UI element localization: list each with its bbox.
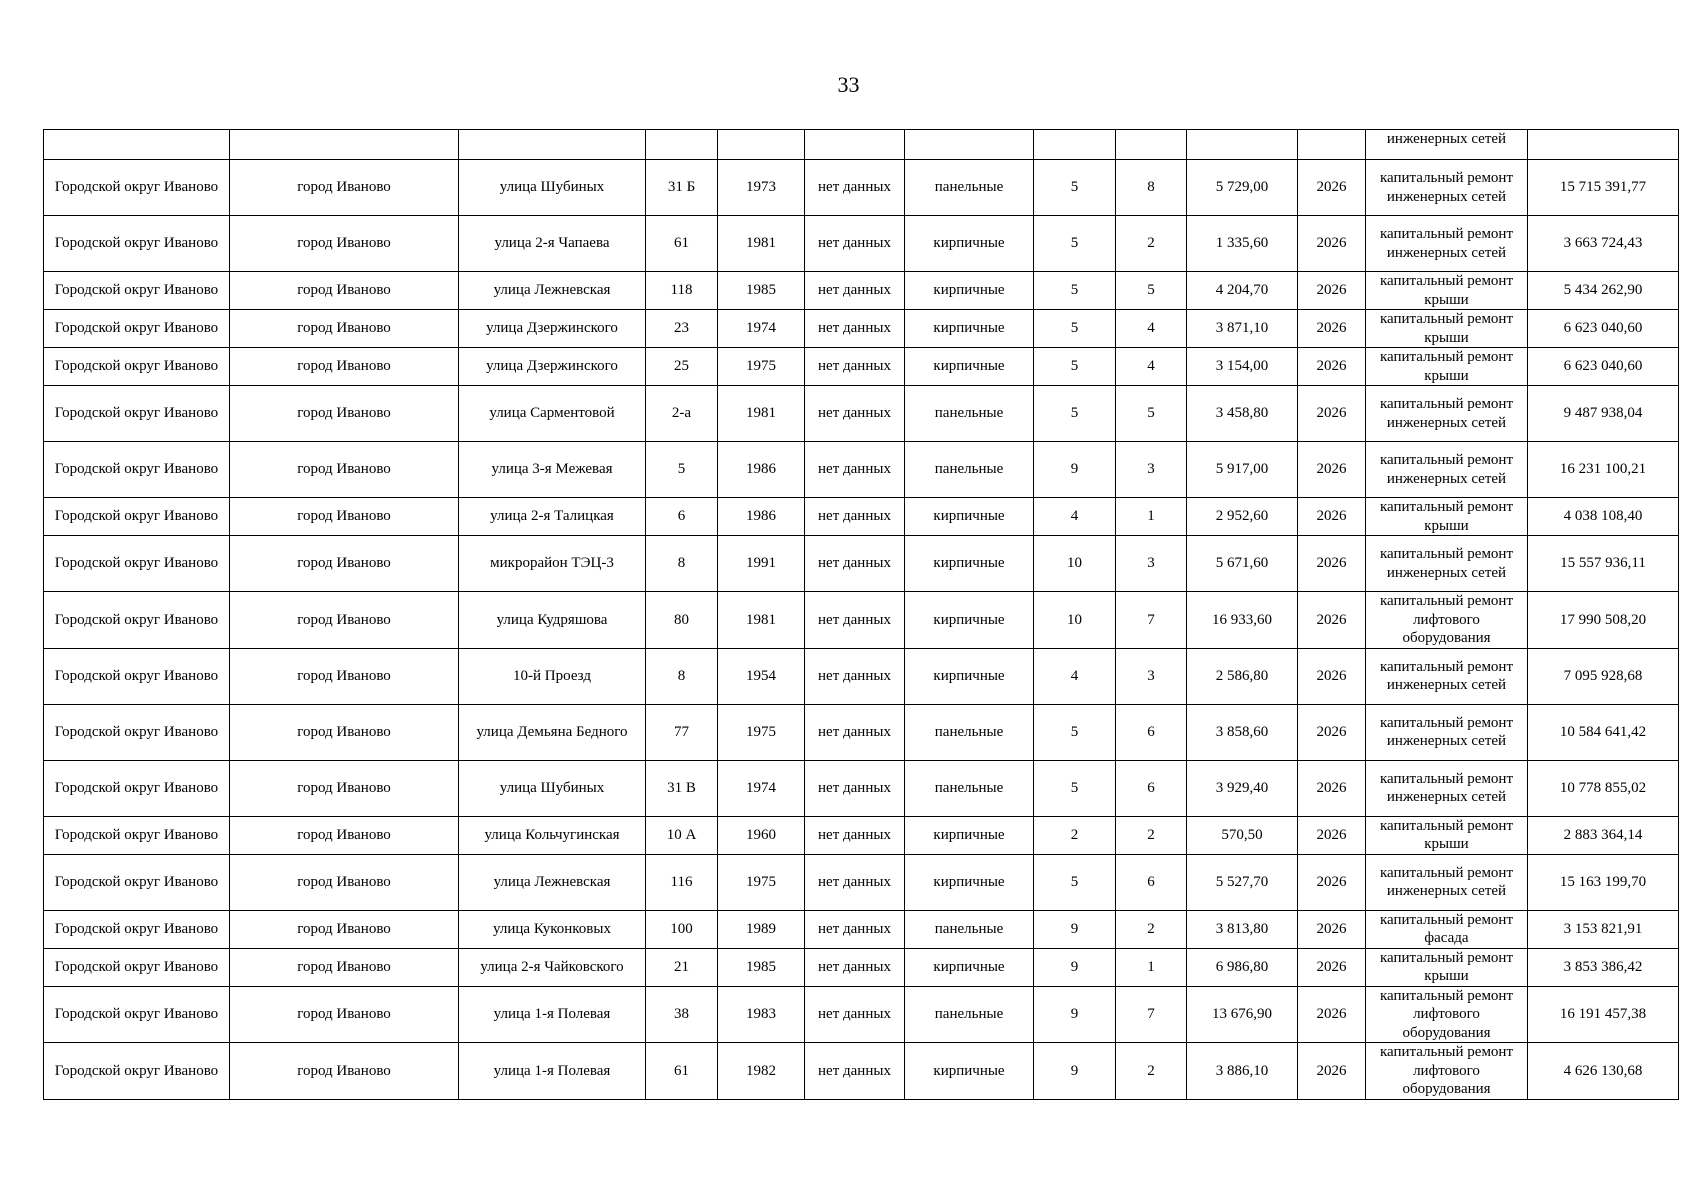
cell-area: 3 858,60 bbox=[1187, 704, 1298, 760]
cell-year-built: 1981 bbox=[718, 216, 805, 272]
cell-floors: 9 bbox=[1034, 1043, 1116, 1100]
cell-street: улица Шубиных bbox=[459, 760, 646, 816]
table-row bbox=[44, 704, 1679, 760]
cell-year-built: 1986 bbox=[718, 442, 805, 498]
cell-entrances: 6 bbox=[1116, 704, 1187, 760]
cell-settlement: город Иваново bbox=[230, 1043, 459, 1100]
page-number: 33 bbox=[837, 72, 860, 97]
cell-settlement: город Иваново bbox=[230, 536, 459, 592]
cell-year-built: 1974 bbox=[718, 310, 805, 348]
cell-planned-year: 2026 bbox=[1298, 386, 1366, 442]
cell-entrances: 2 bbox=[1116, 910, 1187, 948]
cell-year-built bbox=[718, 130, 805, 160]
cell-settlement: город Иваново bbox=[230, 442, 459, 498]
cell-area: 3 154,00 bbox=[1187, 348, 1298, 386]
cell-house-number: 77 bbox=[646, 704, 718, 760]
cell-area bbox=[1187, 130, 1298, 160]
cell-floors: 5 bbox=[1034, 272, 1116, 310]
cell-year-built: 1985 bbox=[718, 272, 805, 310]
cell-year-renovated: нет данных bbox=[805, 348, 905, 386]
cell-work-type: капитальный ремонт крыши bbox=[1366, 498, 1528, 536]
cell-municipality: Городской округ Иваново bbox=[44, 816, 230, 854]
cell-street: улица Лежневская bbox=[459, 272, 646, 310]
cell-planned-year bbox=[1298, 130, 1366, 160]
cell-area: 2 952,60 bbox=[1187, 498, 1298, 536]
cell-entrances: 4 bbox=[1116, 310, 1187, 348]
cell-floors: 9 bbox=[1034, 948, 1116, 986]
cell-settlement: город Иваново bbox=[230, 272, 459, 310]
cell-planned-year: 2026 bbox=[1298, 1043, 1366, 1100]
cell-work-type: инженерных сетей bbox=[1366, 130, 1528, 160]
cell-floors: 5 bbox=[1034, 160, 1116, 216]
table-row bbox=[44, 816, 1679, 854]
cell-planned-year: 2026 bbox=[1298, 536, 1366, 592]
cell-house-number: 10 А bbox=[646, 816, 718, 854]
cell-entrances: 2 bbox=[1116, 1043, 1187, 1100]
cell-house-number: 8 bbox=[646, 648, 718, 704]
cell-street: улица 2-я Чапаева bbox=[459, 216, 646, 272]
cell-year-renovated: нет данных bbox=[805, 536, 905, 592]
cell-year-built: 1981 bbox=[718, 386, 805, 442]
cell-cost: 16 231 100,21 bbox=[1528, 442, 1679, 498]
cell-cost: 4 038 108,40 bbox=[1528, 498, 1679, 536]
cell-settlement: город Иваново bbox=[230, 648, 459, 704]
cell-street: улица Куконковых bbox=[459, 910, 646, 948]
cell-work-type: капитальный ремонт лифтового оборудования bbox=[1366, 1043, 1528, 1100]
cell-planned-year: 2026 bbox=[1298, 160, 1366, 216]
cell-wall-material: кирпичные bbox=[905, 498, 1034, 536]
cell-settlement: город Иваново bbox=[230, 760, 459, 816]
table-row bbox=[44, 310, 1679, 348]
cell-year-renovated: нет данных bbox=[805, 592, 905, 649]
cell-house-number bbox=[646, 130, 718, 160]
cell-wall-material: панельные bbox=[905, 704, 1034, 760]
cell-settlement: город Иваново bbox=[230, 216, 459, 272]
cell-settlement: город Иваново bbox=[230, 592, 459, 649]
cell-street: улица 2-я Чайковского bbox=[459, 948, 646, 986]
cell-floors: 10 bbox=[1034, 536, 1116, 592]
cell-entrances: 5 bbox=[1116, 386, 1187, 442]
cell-wall-material: кирпичные bbox=[905, 310, 1034, 348]
cell-wall-material: кирпичные bbox=[905, 348, 1034, 386]
cell-year-renovated: нет данных bbox=[805, 310, 905, 348]
table-row bbox=[44, 648, 1679, 704]
cell-street: улица Шубиных bbox=[459, 160, 646, 216]
cell-year-renovated: нет данных bbox=[805, 854, 905, 910]
table-row bbox=[44, 536, 1679, 592]
table-row bbox=[44, 442, 1679, 498]
cell-work-type: капитальный ремонт крыши bbox=[1366, 348, 1528, 386]
cell-cost: 15 163 199,70 bbox=[1528, 854, 1679, 910]
cell-planned-year: 2026 bbox=[1298, 948, 1366, 986]
cell-cost: 2 883 364,14 bbox=[1528, 816, 1679, 854]
cell-street: улица Сарментовой bbox=[459, 386, 646, 442]
cell-house-number: 100 bbox=[646, 910, 718, 948]
cell-house-number: 5 bbox=[646, 442, 718, 498]
cell-wall-material: кирпичные bbox=[905, 592, 1034, 649]
cell-municipality: Городской округ Иваново bbox=[44, 948, 230, 986]
cell-settlement: город Иваново bbox=[230, 498, 459, 536]
table-row bbox=[44, 592, 1679, 649]
cell-year-built: 1983 bbox=[718, 986, 805, 1043]
cell-work-type: капитальный ремонт инженерных сетей bbox=[1366, 648, 1528, 704]
cell-floors: 9 bbox=[1034, 986, 1116, 1043]
cell-wall-material: кирпичные bbox=[905, 854, 1034, 910]
cell-floors bbox=[1034, 130, 1116, 160]
cell-wall-material: панельные bbox=[905, 910, 1034, 948]
cell-planned-year: 2026 bbox=[1298, 310, 1366, 348]
cell-cost: 3 853 386,42 bbox=[1528, 948, 1679, 986]
cell-municipality: Городской округ Иваново bbox=[44, 160, 230, 216]
table-row bbox=[44, 386, 1679, 442]
cell-area: 5 917,00 bbox=[1187, 442, 1298, 498]
cell-entrances: 1 bbox=[1116, 948, 1187, 986]
cell-area: 16 933,60 bbox=[1187, 592, 1298, 649]
cell-year-built: 1991 bbox=[718, 536, 805, 592]
cell-year-built: 1954 bbox=[718, 648, 805, 704]
cell-year-built: 1985 bbox=[718, 948, 805, 986]
cell-work-type: капитальный ремонт лифтового оборудования bbox=[1366, 986, 1528, 1043]
cell-house-number: 116 bbox=[646, 854, 718, 910]
cell-cost: 10 778 855,02 bbox=[1528, 760, 1679, 816]
cell-street: улица Дзержинского bbox=[459, 310, 646, 348]
cell-year-renovated: нет данных bbox=[805, 910, 905, 948]
cell-settlement: город Иваново bbox=[230, 854, 459, 910]
cell-wall-material bbox=[905, 130, 1034, 160]
cell-municipality: Городской округ Иваново bbox=[44, 498, 230, 536]
cell-entrances: 5 bbox=[1116, 272, 1187, 310]
cell-house-number: 61 bbox=[646, 216, 718, 272]
cell-house-number: 61 bbox=[646, 1043, 718, 1100]
cell-work-type: капитальный ремонт инженерных сетей bbox=[1366, 760, 1528, 816]
cell-planned-year: 2026 bbox=[1298, 498, 1366, 536]
cell-year-built: 1981 bbox=[718, 592, 805, 649]
cell-cost: 17 990 508,20 bbox=[1528, 592, 1679, 649]
cell-planned-year: 2026 bbox=[1298, 704, 1366, 760]
cell-house-number: 23 bbox=[646, 310, 718, 348]
cell-area: 4 204,70 bbox=[1187, 272, 1298, 310]
cell-area: 1 335,60 bbox=[1187, 216, 1298, 272]
cell-municipality: Городской округ Иваново bbox=[44, 704, 230, 760]
cell-year-renovated: нет данных bbox=[805, 160, 905, 216]
cell-settlement: город Иваново bbox=[230, 910, 459, 948]
cell-floors: 9 bbox=[1034, 910, 1116, 948]
cell-work-type: капитальный ремонт инженерных сетей bbox=[1366, 536, 1528, 592]
cell-floors: 5 bbox=[1034, 704, 1116, 760]
table-row bbox=[44, 910, 1679, 948]
cell-cost: 9 487 938,04 bbox=[1528, 386, 1679, 442]
cell-year-built: 1986 bbox=[718, 498, 805, 536]
cell-entrances: 6 bbox=[1116, 760, 1187, 816]
cell-municipality: Городской округ Иваново bbox=[44, 986, 230, 1043]
cell-municipality: Городской округ Иваново bbox=[44, 348, 230, 386]
cell-floors: 10 bbox=[1034, 592, 1116, 649]
cell-entrances: 3 bbox=[1116, 648, 1187, 704]
cell-house-number: 31 В bbox=[646, 760, 718, 816]
cell-street: улица Кольчугинская bbox=[459, 816, 646, 854]
cell-cost: 15 557 936,11 bbox=[1528, 536, 1679, 592]
cell-planned-year: 2026 bbox=[1298, 648, 1366, 704]
cell-year-renovated: нет данных bbox=[805, 216, 905, 272]
cell-area: 3 458,80 bbox=[1187, 386, 1298, 442]
cell-street: 10-й Проезд bbox=[459, 648, 646, 704]
cell-cost bbox=[1528, 130, 1679, 160]
cell-municipality bbox=[44, 130, 230, 160]
cell-planned-year: 2026 bbox=[1298, 442, 1366, 498]
cell-floors: 9 bbox=[1034, 442, 1116, 498]
table-row bbox=[44, 216, 1679, 272]
cell-planned-year: 2026 bbox=[1298, 272, 1366, 310]
cell-municipality: Городской округ Иваново bbox=[44, 272, 230, 310]
cell-cost: 7 095 928,68 bbox=[1528, 648, 1679, 704]
cell-work-type: капитальный ремонт инженерных сетей bbox=[1366, 704, 1528, 760]
cell-work-type: капитальный ремонт инженерных сетей bbox=[1366, 442, 1528, 498]
cell-street: улица Демьяна Бедного bbox=[459, 704, 646, 760]
cell-street: улица Дзержинского bbox=[459, 348, 646, 386]
cell-planned-year: 2026 bbox=[1298, 760, 1366, 816]
cell-planned-year: 2026 bbox=[1298, 348, 1366, 386]
cell-wall-material: кирпичные bbox=[905, 1043, 1034, 1100]
cell-wall-material: кирпичные bbox=[905, 536, 1034, 592]
cell-street: улица 1-я Полевая bbox=[459, 986, 646, 1043]
cell-year-built: 1974 bbox=[718, 760, 805, 816]
table-row bbox=[44, 160, 1679, 216]
cell-entrances: 3 bbox=[1116, 442, 1187, 498]
cell-municipality: Городской округ Иваново bbox=[44, 536, 230, 592]
cell-year-built: 1975 bbox=[718, 854, 805, 910]
cell-municipality: Городской округ Иваново bbox=[44, 442, 230, 498]
cell-entrances: 4 bbox=[1116, 348, 1187, 386]
cell-cost: 3 153 821,91 bbox=[1528, 910, 1679, 948]
cell-cost: 6 623 040,60 bbox=[1528, 310, 1679, 348]
cell-cost: 6 623 040,60 bbox=[1528, 348, 1679, 386]
cell-entrances: 7 bbox=[1116, 592, 1187, 649]
cell-settlement bbox=[230, 130, 459, 160]
cell-wall-material: панельные bbox=[905, 760, 1034, 816]
cell-planned-year: 2026 bbox=[1298, 986, 1366, 1043]
cell-floors: 5 bbox=[1034, 310, 1116, 348]
cell-street: улица 3-я Межевая bbox=[459, 442, 646, 498]
cell-wall-material: кирпичные bbox=[905, 216, 1034, 272]
cell-floors: 4 bbox=[1034, 648, 1116, 704]
cell-entrances bbox=[1116, 130, 1187, 160]
cell-floors: 4 bbox=[1034, 498, 1116, 536]
table-row bbox=[44, 1043, 1679, 1100]
cell-wall-material: панельные bbox=[905, 986, 1034, 1043]
cell-settlement: город Иваново bbox=[230, 704, 459, 760]
cell-year-renovated: нет данных bbox=[805, 442, 905, 498]
cell-house-number: 6 bbox=[646, 498, 718, 536]
cell-street: улица 2-я Талицкая bbox=[459, 498, 646, 536]
cell-municipality: Городской округ Иваново bbox=[44, 216, 230, 272]
cell-floors: 5 bbox=[1034, 760, 1116, 816]
cell-area: 3 929,40 bbox=[1187, 760, 1298, 816]
cell-entrances: 7 bbox=[1116, 986, 1187, 1043]
cell-house-number: 21 bbox=[646, 948, 718, 986]
cell-entrances: 2 bbox=[1116, 216, 1187, 272]
continuation-row bbox=[44, 130, 1679, 160]
cell-cost: 16 191 457,38 bbox=[1528, 986, 1679, 1043]
cell-house-number: 2-а bbox=[646, 386, 718, 442]
cell-planned-year: 2026 bbox=[1298, 592, 1366, 649]
cell-municipality: Городской округ Иваново bbox=[44, 648, 230, 704]
cell-house-number: 25 bbox=[646, 348, 718, 386]
table-row bbox=[44, 986, 1679, 1043]
cell-area: 2 586,80 bbox=[1187, 648, 1298, 704]
cell-wall-material: кирпичные bbox=[905, 816, 1034, 854]
cell-work-type: капитальный ремонт крыши bbox=[1366, 948, 1528, 986]
cell-street: микрорайон ТЭЦ-3 bbox=[459, 536, 646, 592]
cell-floors: 5 bbox=[1034, 216, 1116, 272]
cell-settlement: город Иваново bbox=[230, 948, 459, 986]
cell-entrances: 8 bbox=[1116, 160, 1187, 216]
cell-municipality: Городской округ Иваново bbox=[44, 910, 230, 948]
table-row bbox=[44, 760, 1679, 816]
cell-year-renovated: нет данных bbox=[805, 1043, 905, 1100]
housing-register-table bbox=[43, 129, 1679, 1100]
cell-year-renovated: нет данных bbox=[805, 948, 905, 986]
cell-cost: 15 715 391,77 bbox=[1528, 160, 1679, 216]
cell-house-number: 38 bbox=[646, 986, 718, 1043]
cell-work-type: капитальный ремонт фасада bbox=[1366, 910, 1528, 948]
cell-work-type: капитальный ремонт крыши bbox=[1366, 816, 1528, 854]
cell-wall-material: кирпичные bbox=[905, 272, 1034, 310]
cell-house-number: 118 bbox=[646, 272, 718, 310]
cell-wall-material: кирпичные bbox=[905, 648, 1034, 704]
table-row bbox=[44, 948, 1679, 986]
cell-street bbox=[459, 130, 646, 160]
cell-year-renovated: нет данных bbox=[805, 648, 905, 704]
cell-year-built: 1982 bbox=[718, 1043, 805, 1100]
cell-cost: 5 434 262,90 bbox=[1528, 272, 1679, 310]
cell-settlement: город Иваново bbox=[230, 816, 459, 854]
cell-house-number: 80 bbox=[646, 592, 718, 649]
cell-year-renovated: нет данных bbox=[805, 272, 905, 310]
cell-floors: 5 bbox=[1034, 854, 1116, 910]
cell-work-type: капитальный ремонт инженерных сетей bbox=[1366, 160, 1528, 216]
cell-street: улица Кудряшова bbox=[459, 592, 646, 649]
cell-area: 3 813,80 bbox=[1187, 910, 1298, 948]
table-row bbox=[44, 854, 1679, 910]
cell-year-built: 1975 bbox=[718, 348, 805, 386]
cell-year-renovated: нет данных bbox=[805, 986, 905, 1043]
cell-year-built: 1973 bbox=[718, 160, 805, 216]
cell-planned-year: 2026 bbox=[1298, 816, 1366, 854]
cell-municipality: Городской округ Иваново bbox=[44, 592, 230, 649]
cell-cost: 4 626 130,68 bbox=[1528, 1043, 1679, 1100]
cell-year-built: 1960 bbox=[718, 816, 805, 854]
cell-cost: 3 663 724,43 bbox=[1528, 216, 1679, 272]
cell-year-built: 1989 bbox=[718, 910, 805, 948]
cell-house-number: 8 bbox=[646, 536, 718, 592]
cell-area: 13 676,90 bbox=[1187, 986, 1298, 1043]
table-row bbox=[44, 272, 1679, 310]
cell-area: 3 871,10 bbox=[1187, 310, 1298, 348]
table-row bbox=[44, 348, 1679, 386]
cell-year-renovated: нет данных bbox=[805, 704, 905, 760]
cell-planned-year: 2026 bbox=[1298, 910, 1366, 948]
cell-work-type: капитальный ремонт инженерных сетей bbox=[1366, 854, 1528, 910]
cell-area: 5 527,70 bbox=[1187, 854, 1298, 910]
register-body bbox=[44, 130, 1679, 1100]
cell-municipality: Городской округ Иваново bbox=[44, 760, 230, 816]
cell-settlement: город Иваново bbox=[230, 986, 459, 1043]
cell-settlement: город Иваново bbox=[230, 160, 459, 216]
cell-settlement: город Иваново bbox=[230, 310, 459, 348]
cell-entrances: 3 bbox=[1116, 536, 1187, 592]
cell-settlement: город Иваново bbox=[230, 386, 459, 442]
cell-municipality: Городской округ Иваново bbox=[44, 310, 230, 348]
cell-street: улица Лежневская bbox=[459, 854, 646, 910]
cell-work-type: капитальный ремонт инженерных сетей bbox=[1366, 386, 1528, 442]
cell-area: 5 729,00 bbox=[1187, 160, 1298, 216]
cell-house-number: 31 Б bbox=[646, 160, 718, 216]
cell-wall-material: панельные bbox=[905, 386, 1034, 442]
cell-planned-year: 2026 bbox=[1298, 216, 1366, 272]
cell-entrances: 2 bbox=[1116, 816, 1187, 854]
cell-area: 5 671,60 bbox=[1187, 536, 1298, 592]
table-row bbox=[44, 498, 1679, 536]
cell-year-renovated bbox=[805, 130, 905, 160]
cell-area: 6 986,80 bbox=[1187, 948, 1298, 986]
cell-entrances: 1 bbox=[1116, 498, 1187, 536]
cell-municipality: Городской округ Иваново bbox=[44, 386, 230, 442]
cell-municipality: Городской округ Иваново bbox=[44, 1043, 230, 1100]
cell-year-renovated: нет данных bbox=[805, 498, 905, 536]
cell-wall-material: панельные bbox=[905, 442, 1034, 498]
cell-settlement: город Иваново bbox=[230, 348, 459, 386]
cell-street: улица 1-я Полевая bbox=[459, 1043, 646, 1100]
cell-year-renovated: нет данных bbox=[805, 760, 905, 816]
cell-floors: 5 bbox=[1034, 348, 1116, 386]
cell-floors: 5 bbox=[1034, 386, 1116, 442]
cell-cost: 10 584 641,42 bbox=[1528, 704, 1679, 760]
cell-wall-material: кирпичные bbox=[905, 948, 1034, 986]
cell-year-built: 1975 bbox=[718, 704, 805, 760]
cell-work-type: капитальный ремонт крыши bbox=[1366, 272, 1528, 310]
cell-area: 570,50 bbox=[1187, 816, 1298, 854]
cell-work-type: капитальный ремонт лифтового оборудования bbox=[1366, 592, 1528, 649]
cell-wall-material: панельные bbox=[905, 160, 1034, 216]
cell-area: 3 886,10 bbox=[1187, 1043, 1298, 1100]
cell-planned-year: 2026 bbox=[1298, 854, 1366, 910]
cell-work-type: капитальный ремонт инженерных сетей bbox=[1366, 216, 1528, 272]
cell-work-type: капитальный ремонт крыши bbox=[1366, 310, 1528, 348]
cell-municipality: Городской округ Иваново bbox=[44, 854, 230, 910]
cell-year-renovated: нет данных bbox=[805, 386, 905, 442]
cell-floors: 2 bbox=[1034, 816, 1116, 854]
cell-entrances: 6 bbox=[1116, 854, 1187, 910]
cell-year-renovated: нет данных bbox=[805, 816, 905, 854]
